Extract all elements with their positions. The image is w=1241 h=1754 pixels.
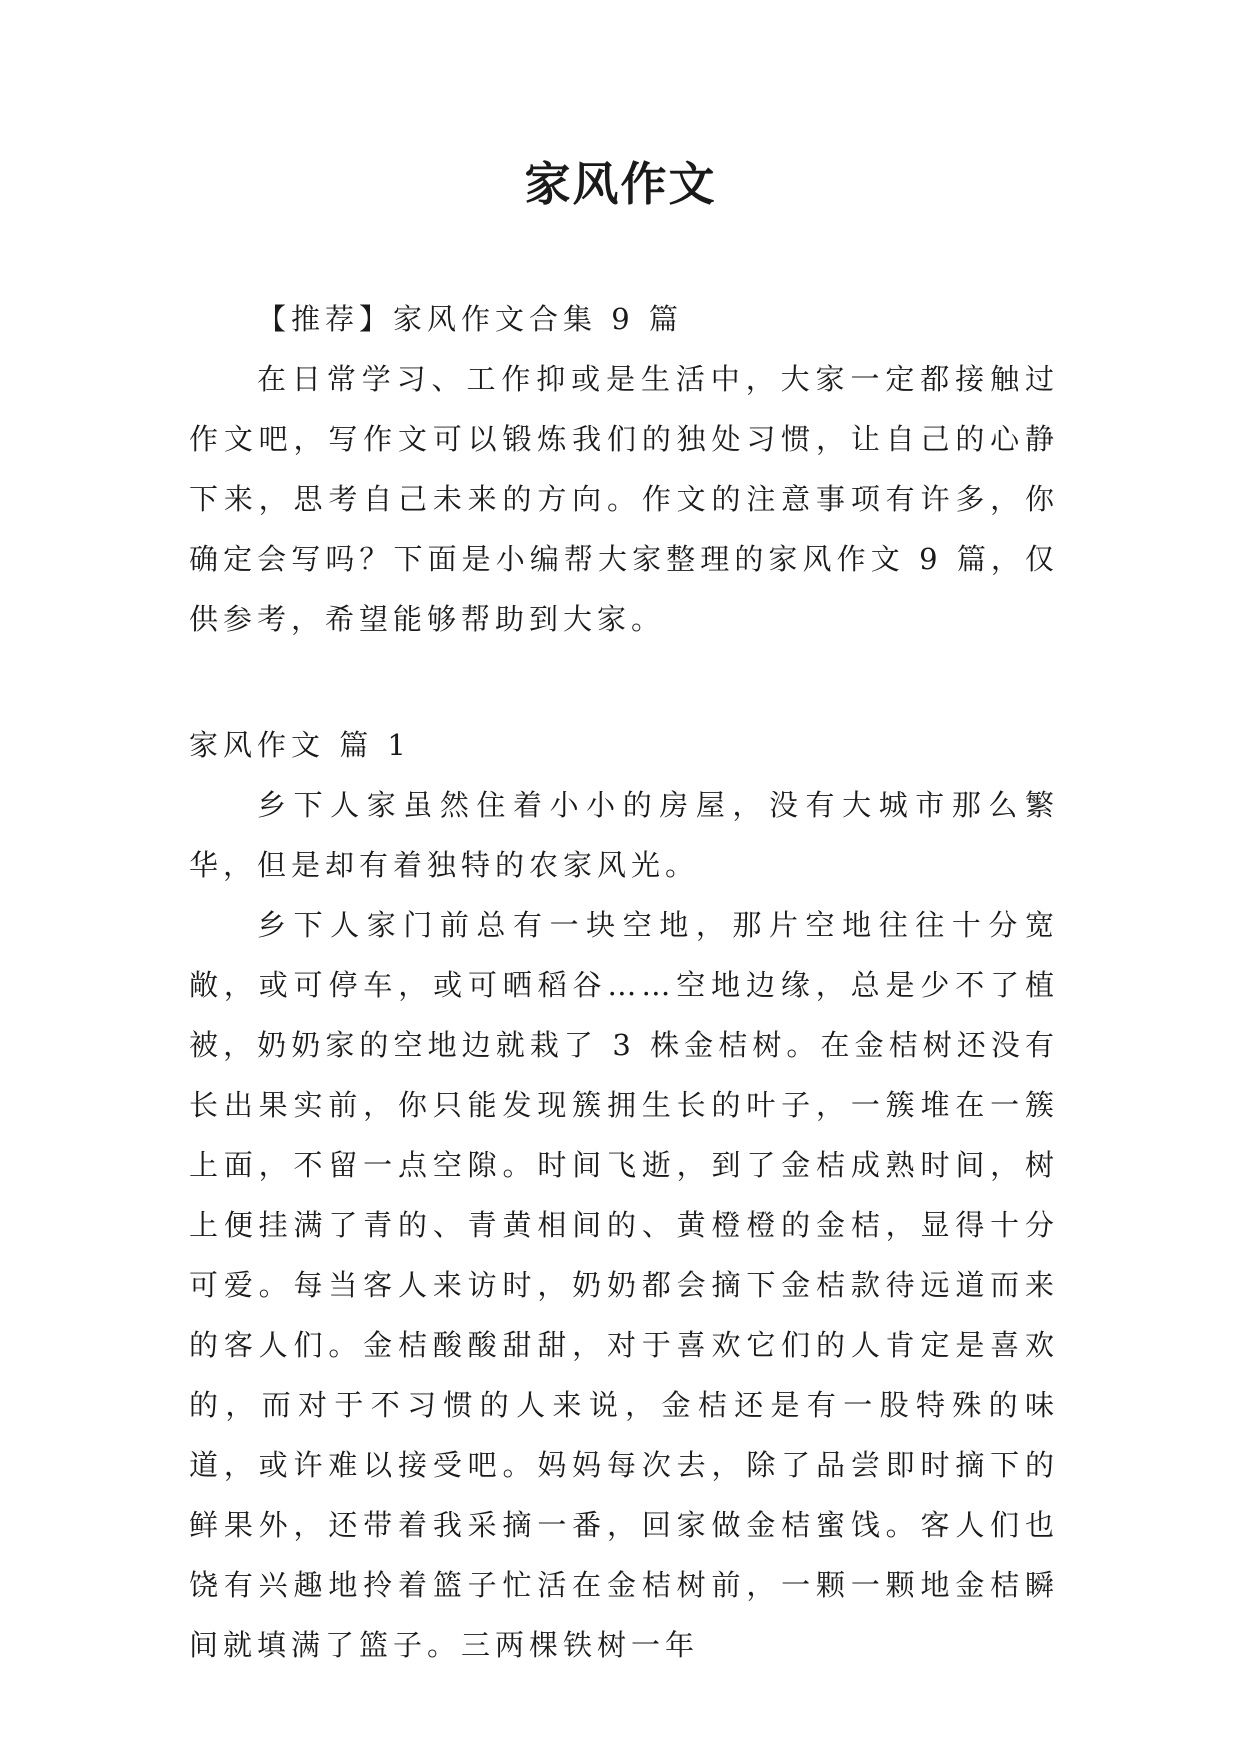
intro-paragraph: 在日常学习、工作抑或是生活中，大家一定都接触过作文吧，写作文可以锻炼我们的独处习惯，让自己的心静下来，思考自己未来的方向。作文的注意事项有许多，你确定会写吗？下面是小编帮大家整理的家风作文 9 篇，仅供参考，希望能够帮助到大家。 [189,362,1059,636]
document-body [189,289,1059,1675]
document-title: 家风作文 [524,157,717,211]
recommend-line: 【推荐】家风作文合集 9 篇 [257,302,683,336]
body-paragraph: 乡下人家虽然住着小小的房屋，没有大城市那么繁华，但是却有着独特的农家风光。 [189,788,1059,882]
body-paragraph: 乡下人家门前总有一块空地，那片空地往往十分宽敞，或可停车，或可晒稻谷……空地边缘，总是少不了植被，奶奶家的空地边就栽了 3 株金桔树。在金桔树还没有长出果实前，你只能发现簇拥生长的叶子，一簇堆在一簇上面，不留一点空隙。时间飞逝，到了金桔成熟时间，树上便挂满了青的、青黄相间的、黄橙橙的金桔，显得十分可爱。每当客人来访时，奶奶都会摘下金桔款待远道而来的客人们。金桔酸酸甜甜，对于喜欢它们的人肯定是喜欢的，而对于不习惯的人来说，金桔还是有一股特殊的味道，或许难以接受吧。妈妈每次去，除了品尝即时摘下的鲜果外，还带着我采摘一番，回家做金桔蜜饯。客人们也饶有兴趣地拎着篮子忙活在金桔树前，一颗一颗地金桔瞬间就填满了篮子。三两棵铁树一年 [189,908,1059,1662]
section-heading: 家风作文 篇 1 [189,728,411,762]
section-gap [189,649,1059,715]
